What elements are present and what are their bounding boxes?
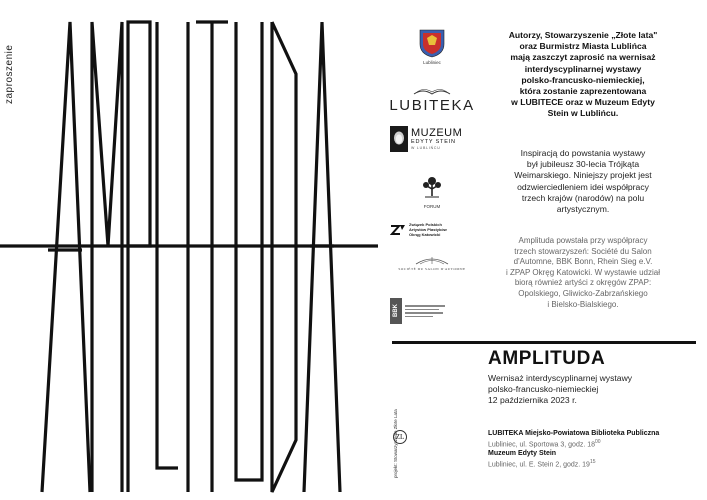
intro-line: oraz Burmistrz Miasta Lublińca xyxy=(519,41,647,52)
about-line: i ZPAP Okręg Katowicki. W wystawie udział xyxy=(506,267,660,277)
event-date: 12 października 2023 r. xyxy=(488,395,577,405)
venue-1-address-text: Lubliniec, ul. Sportowa 3, godz. 18 xyxy=(488,441,596,449)
lubliniec-crest-icon xyxy=(418,28,446,58)
zpap-logo xyxy=(390,222,474,237)
lubliniec-caption: Lubliniec xyxy=(423,60,441,65)
section-divider xyxy=(392,341,696,344)
about-line: trzech stowarzyszeń: Société du Salon xyxy=(514,246,652,256)
lubliniec-logo xyxy=(392,28,472,65)
edyta-stein-portrait-icon xyxy=(390,126,408,152)
about-line: i Bielsko-Bialskiego. xyxy=(547,299,619,309)
intro-line: polsko-francusko-niemieckiej, xyxy=(521,74,645,85)
design-credit: projekt: Stowarzyszenie Złote Lata xyxy=(393,409,398,478)
inspiration-line: Weimarskiego. Niniejszy projekt jest xyxy=(514,170,652,181)
venue-2-name: Muzeum Edyty Stein xyxy=(488,450,557,458)
tree-caption: FORUM xyxy=(423,204,441,209)
salon-dautomne-logo xyxy=(392,256,472,271)
invitation-vertical-label: zaproszenie xyxy=(4,44,15,104)
venue-1-time-minutes: 00 xyxy=(595,439,601,445)
open-book-icon xyxy=(412,86,452,96)
zpap-line-3: Okręg Katowicki xyxy=(409,232,441,237)
venue-1-address xyxy=(488,438,659,449)
intro-line: Autorzy, Stowarzyszenie „Złote lata" xyxy=(508,30,658,40)
intro-line: interdyscyplinarnej wystawy xyxy=(524,63,642,74)
about-line: biorą również artyści z okręgów ZPAP: xyxy=(514,278,652,288)
intro-paragraph xyxy=(478,30,688,120)
intro-line: w LUBITECE oraz w Muzeum Edyty xyxy=(511,97,655,108)
lubiteka-wordmark: LUBITEKA xyxy=(389,97,475,114)
muzeum-location: W LUBLIŃCU xyxy=(411,146,441,150)
muzeum-edyty-stein-logo xyxy=(390,126,474,152)
zlote-lata-mark: ZL xyxy=(393,430,407,444)
muzeum-subtitle: EDYTY STEIN xyxy=(411,139,456,145)
inspiration-line: był jubileusz 30-lecia Trójkąta xyxy=(526,159,640,170)
venue-2-address xyxy=(488,458,659,469)
intro-line: która zostanie zaprezentowana xyxy=(519,86,647,97)
salon-caption: SOCIÉTÉ DU SALON D'AUTOMNE xyxy=(398,267,466,271)
bbk-mark: BBK xyxy=(390,298,402,324)
venue-1-name: LUBITEKA Miejsko-Powiatowa Biblioteka Publiczna xyxy=(488,430,660,437)
bbk-logo xyxy=(390,298,474,324)
venues-list xyxy=(488,429,659,470)
exhibition-title: AMPLITUDA xyxy=(488,348,606,369)
about-line: d'Automne, BBK Bonn, Rhein Sieg e.V. xyxy=(513,257,653,267)
inspiration-paragraph xyxy=(478,148,688,215)
intro-line: mają zaszczyt zaprosić na wernisaż xyxy=(510,52,656,63)
venue-2-address-text: Lubliniec, ul. E. Stein 2, godz. 19 xyxy=(488,461,590,469)
bbk-text-lines xyxy=(405,305,445,317)
salon-ornament-icon xyxy=(412,256,452,266)
venue-2-time-minutes: 15 xyxy=(589,459,596,466)
about-line: Opolskiego, Gliwicko-Zabrzańskiego xyxy=(518,288,648,298)
tree-organisation-logo xyxy=(392,174,472,209)
zpap-line-1: Związek Polskich xyxy=(409,222,442,227)
intro-line: Stein w Lublińcu. xyxy=(547,108,619,119)
event-subtitle-line: polsko-francusko-niemieckiej xyxy=(488,384,599,394)
event-subtitle-line: Wernisaż interdyscyplinarnej wystawy xyxy=(488,373,633,383)
inspiration-line: artystycznym. xyxy=(556,204,610,215)
inspiration-line: odzwierciedleniem idei współpracy xyxy=(517,181,649,192)
zpap-line-2: Artystów Plastyków xyxy=(409,227,447,232)
about-paragraph xyxy=(478,236,688,310)
inspiration-line: Inspiracją do powstania wystawy xyxy=(520,148,646,158)
muzeum-title: MUZEUM xyxy=(411,127,463,139)
inspiration-line: trzech krajów (narodów) na polu xyxy=(521,192,645,203)
tree-icon xyxy=(419,174,445,202)
about-line: Amplituda powstała przy współpracy xyxy=(518,236,648,245)
event-subtitle xyxy=(488,373,632,406)
zpap-mark-icon xyxy=(390,223,406,237)
lubiteka-logo xyxy=(389,86,475,114)
